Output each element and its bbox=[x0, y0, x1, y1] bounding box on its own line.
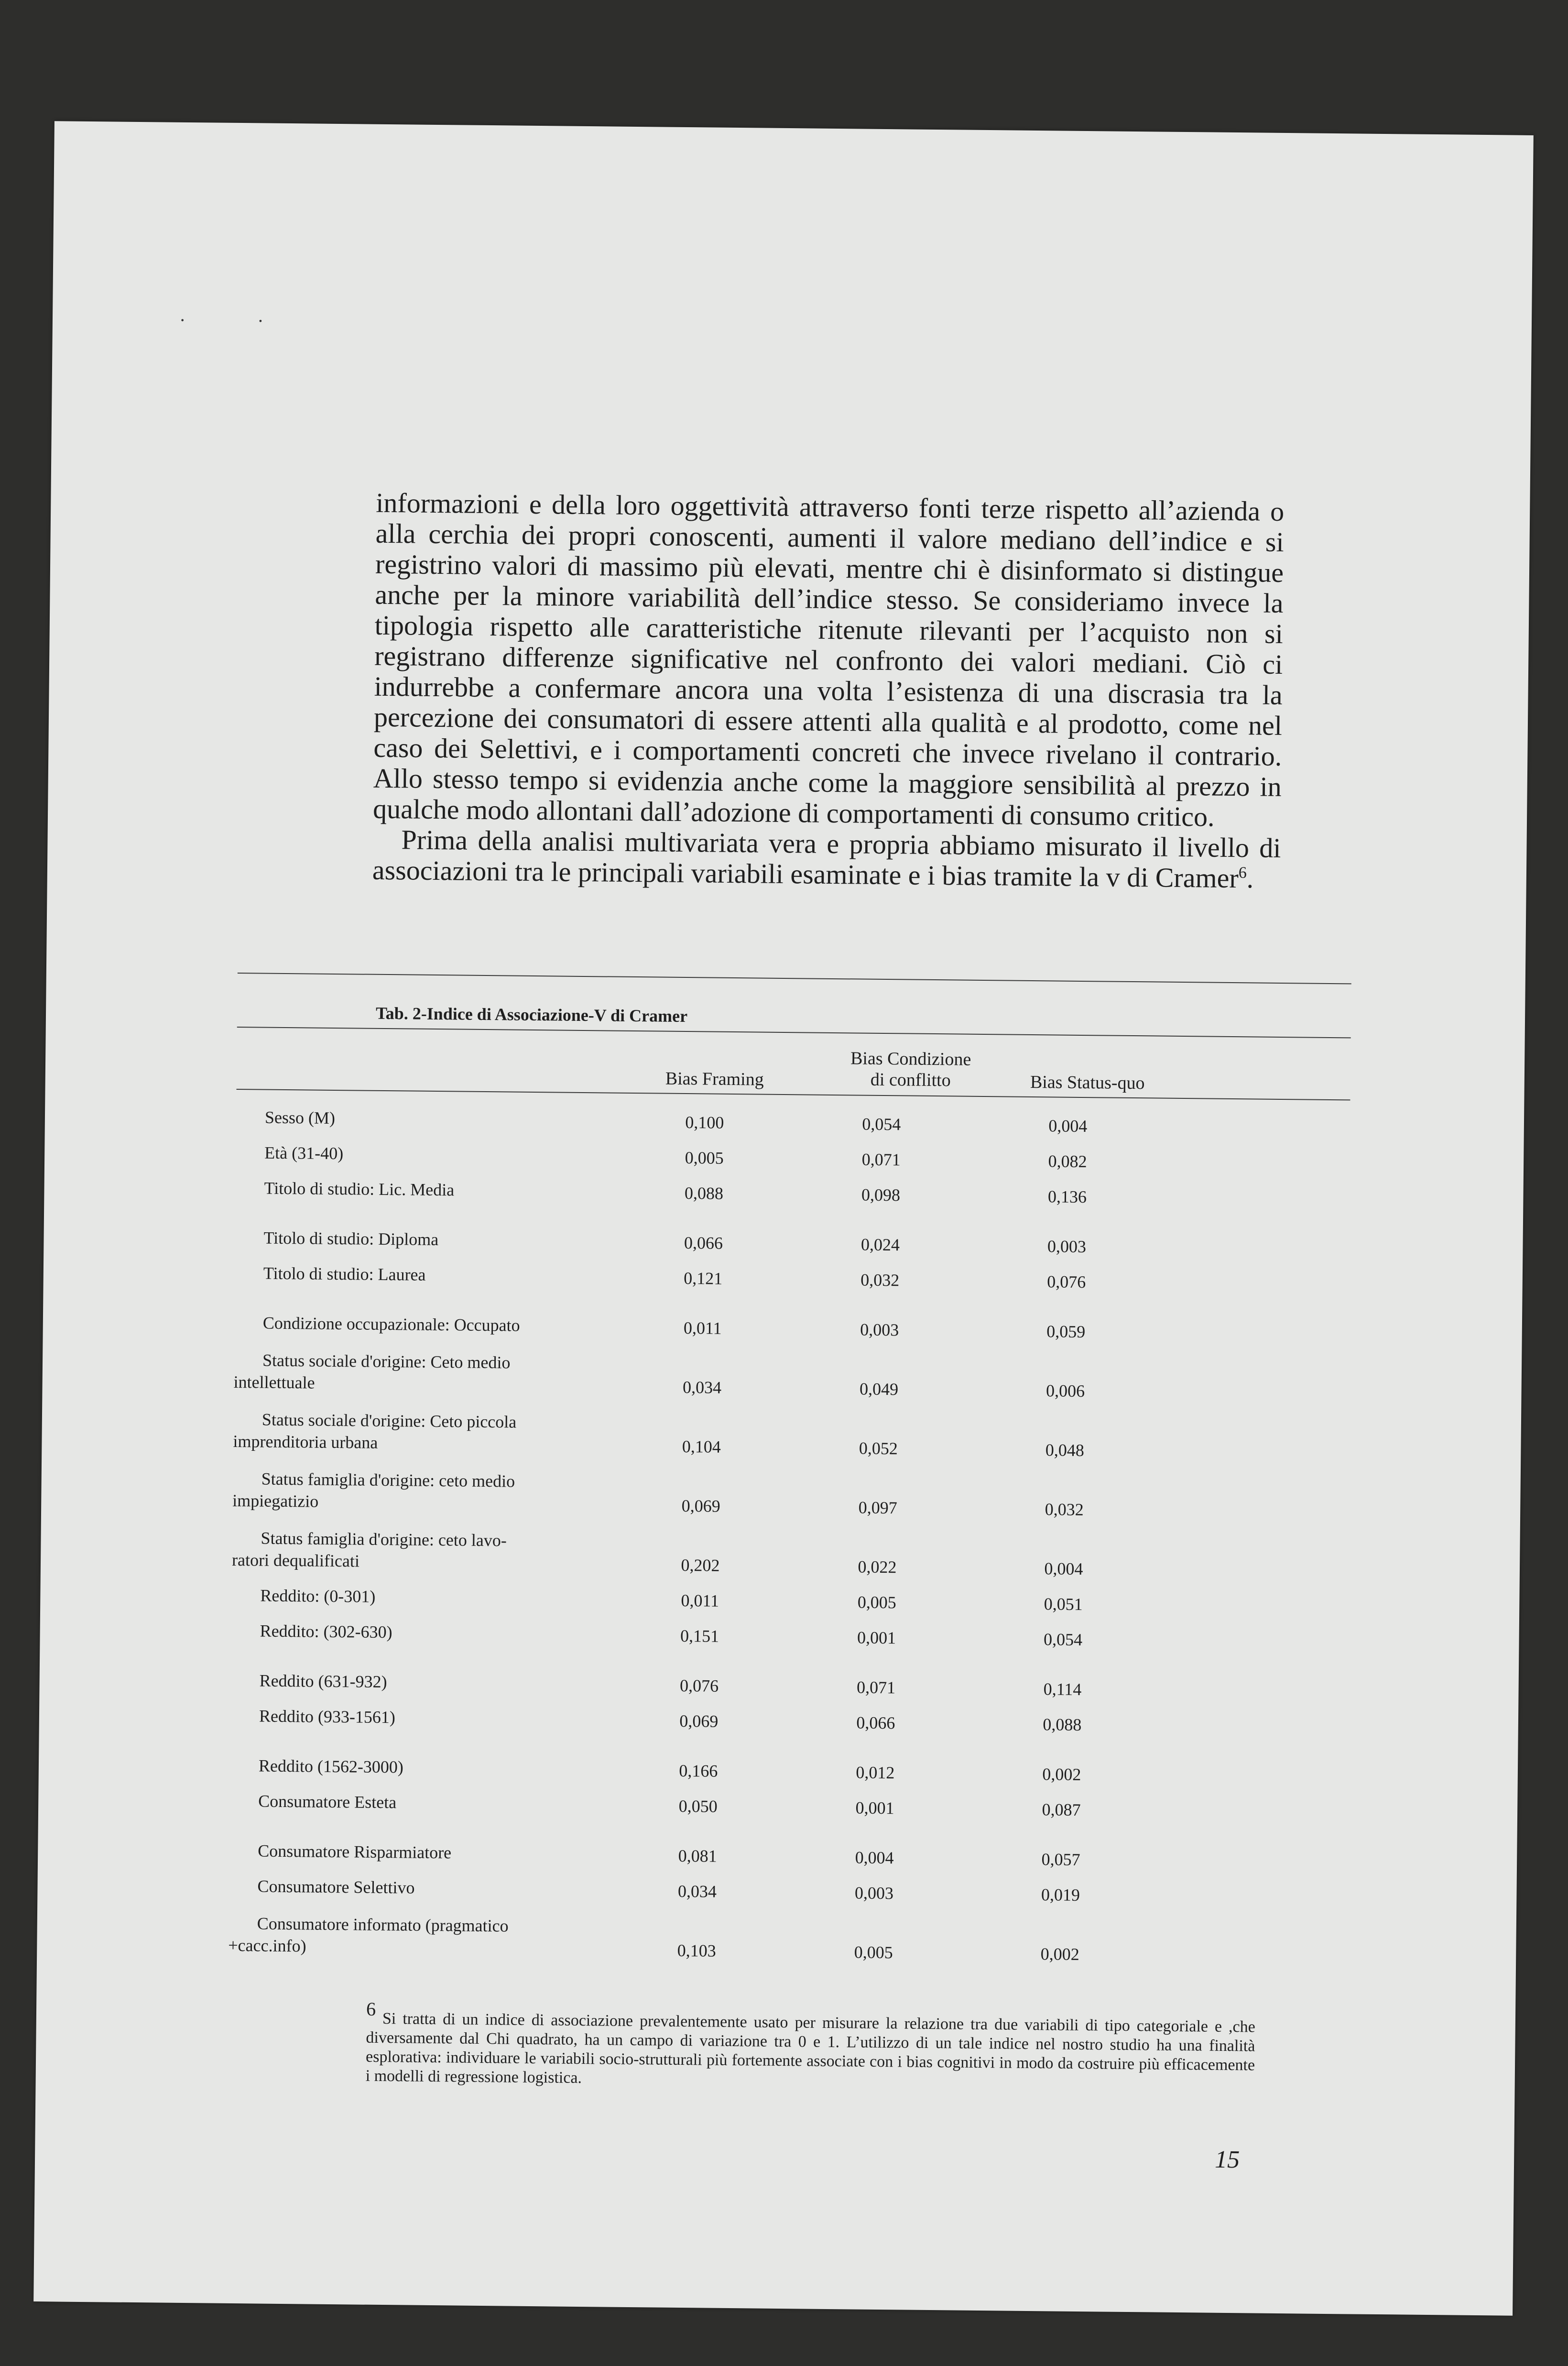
paragraph-2-end: . bbox=[1246, 863, 1254, 894]
row-label: Reddito: (302-630) bbox=[260, 1621, 392, 1642]
cell-condizione: 0,005 bbox=[854, 1942, 893, 1962]
cell-status-quo: 0,057 bbox=[1041, 1850, 1080, 1870]
cell-condizione: 0,097 bbox=[858, 1498, 897, 1518]
body-text bbox=[372, 488, 1285, 894]
table-top-rule bbox=[237, 1027, 1351, 1038]
footnote-ref: 6 bbox=[1238, 864, 1247, 882]
cell-condizione: 0,003 bbox=[854, 1883, 894, 1903]
cell-condizione: 0,052 bbox=[859, 1438, 898, 1458]
cell-condizione: 0,003 bbox=[860, 1320, 899, 1340]
cell-status-quo: 0,051 bbox=[1044, 1594, 1083, 1614]
row-label: Condizione occupazionale: Occupato bbox=[262, 1313, 520, 1335]
row-label bbox=[232, 1468, 596, 1515]
cell-status-quo: 0,048 bbox=[1045, 1440, 1085, 1460]
table-body bbox=[228, 1098, 1312, 1972]
cell-status-quo: 0,002 bbox=[1040, 1944, 1079, 1964]
paragraph-1: informazioni e della loro oggettività attraverso fonti terze rispetto all’azienda o alla cerchia dei propri conoscenti, aumenti il valore mediano dell’indice e si registrino valori di massimo più elevati, mentre chi è disinformato si distingue anche per la minore variabilità dell’indice stesso. Se consideriamo invece la tipologia rispetto alle caratteristiche ritenute rilevanti per l’acquisto non si registrano differenze significative nel confronto dei valori mediani. Ciò ci indurrebbe a confermare ancora una volta l’esistenza di una discrasia tra la percezione dei consumatori di essere attenti alla qualità e al prodotto, come nel caso dei Selettivi, e i comportamenti concreti che invece rivelano il contrario. Allo stesso tempo si evidenzia anche come la maggiore sensibilità al prezzo in qualche modo allontani dall’adozione di comportamenti di consumo critico. bbox=[372, 487, 1285, 832]
cell-condizione: 0,032 bbox=[860, 1270, 900, 1290]
cell-status-quo: 0,019 bbox=[1041, 1885, 1080, 1905]
cell-framing: 0,081 bbox=[678, 1846, 717, 1866]
page-number: 15 bbox=[1214, 2146, 1240, 2174]
cell-framing: 0,066 bbox=[684, 1233, 723, 1253]
footnote-text: Si tratta di un indice di associazione prevalentemente usato per misurare la relazione tra due variabili di tipo categoriale e ,che diversamente dal Chi quadrato, ha un campo di variazione tra 0 e 1. L’utilizzo di un tale indice nel nostro studio ha una finalità esplorativa: individuare le variabili socio-strutturali più fortemente associate con i bias cognitivi in modo da costruire più efficacemente i modelli di regressione logistica. bbox=[365, 2010, 1255, 2087]
col-header-condizione-line2: di conflitto bbox=[870, 1069, 951, 1091]
cell-status-quo: 0,032 bbox=[1045, 1500, 1084, 1520]
cell-framing: 0,050 bbox=[678, 1796, 718, 1816]
cell-status-quo: 0,006 bbox=[1045, 1381, 1085, 1401]
cell-framing: 0,076 bbox=[679, 1676, 719, 1696]
row-label bbox=[233, 1349, 597, 1396]
footnote-number: 6 bbox=[366, 1998, 376, 2020]
cell-status-quo: 0,004 bbox=[1048, 1116, 1088, 1136]
row-label-line2: ratori dequalificati bbox=[231, 1550, 360, 1571]
table-row bbox=[232, 1458, 1308, 1528]
cell-condizione: 0,001 bbox=[857, 1628, 896, 1648]
cell-framing: 0,088 bbox=[684, 1183, 724, 1203]
text-divider bbox=[238, 973, 1351, 984]
cell-framing: 0,103 bbox=[677, 1940, 716, 1961]
cell-condizione: 0,005 bbox=[857, 1592, 896, 1612]
row-label: Età (31-40) bbox=[264, 1143, 344, 1163]
cell-framing: 0,011 bbox=[681, 1590, 719, 1610]
row-label: Titolo di studio: Diploma bbox=[263, 1228, 439, 1249]
cell-framing: 0,104 bbox=[682, 1436, 721, 1457]
scan-specks: · · bbox=[179, 309, 297, 332]
row-label-line2: +cacc.info) bbox=[228, 1935, 306, 1956]
row-label-line1: Status famiglia d'origine: ceto lavo- bbox=[261, 1528, 507, 1550]
row-label bbox=[232, 1527, 596, 1574]
row-label: Consumatore Selettivo bbox=[257, 1876, 415, 1897]
cell-framing: 0,034 bbox=[677, 1881, 717, 1901]
cell-framing: 0,166 bbox=[679, 1761, 718, 1781]
col-header-condizione bbox=[810, 1048, 1012, 1092]
cell-status-quo: 0,088 bbox=[1043, 1715, 1082, 1735]
row-label: Consumatore Esteta bbox=[258, 1791, 397, 1812]
row-label: Consumatore Risparmiatore bbox=[258, 1841, 452, 1862]
cell-condizione: 0,054 bbox=[862, 1114, 901, 1134]
row-label: Reddito (1562-3000) bbox=[258, 1756, 404, 1777]
paragraph-2 bbox=[372, 824, 1281, 894]
cell-status-quo: 0,087 bbox=[1042, 1800, 1081, 1820]
cell-framing: 0,069 bbox=[679, 1711, 719, 1731]
row-label-line2: imprenditoria urbana bbox=[233, 1431, 378, 1452]
table-row bbox=[233, 1339, 1309, 1409]
col-header-condizione-line1: Bias Condizione bbox=[850, 1048, 971, 1070]
cell-condizione: 0,024 bbox=[860, 1235, 900, 1255]
cell-condizione: 0,071 bbox=[856, 1677, 896, 1698]
cell-status-quo: 0,054 bbox=[1043, 1630, 1083, 1650]
cell-condizione: 0,012 bbox=[856, 1763, 895, 1783]
cell-condizione: 0,066 bbox=[856, 1713, 895, 1733]
footnote bbox=[365, 1998, 1255, 2094]
table-row bbox=[228, 1903, 1304, 1972]
cell-condizione: 0,071 bbox=[861, 1150, 901, 1170]
cell-status-quo: 0,002 bbox=[1042, 1764, 1081, 1785]
cell-framing: 0,121 bbox=[684, 1269, 723, 1288]
row-label bbox=[228, 1912, 592, 1960]
row-label bbox=[233, 1408, 597, 1456]
cell-status-quo: 0,003 bbox=[1047, 1237, 1087, 1257]
table-title: Tab. 2-Indice di Associazione-V di Cramer bbox=[375, 1003, 688, 1026]
cell-condizione: 0,022 bbox=[858, 1557, 897, 1577]
row-label: Sesso (M) bbox=[264, 1107, 336, 1128]
cell-condizione: 0,001 bbox=[855, 1798, 894, 1818]
cell-framing: 0,202 bbox=[681, 1555, 720, 1575]
paragraph-2-text: Prima della analisi multivariata vera e propria abbiamo misurato il livello di associazioni tra le principali variabili esaminate e i bias tramite la v di Cramer bbox=[372, 824, 1281, 894]
row-label: Reddito: (0-301) bbox=[260, 1586, 376, 1606]
cell-condizione: 0,098 bbox=[861, 1185, 901, 1205]
cell-status-quo: 0,059 bbox=[1046, 1322, 1086, 1342]
col-header-status-quo: Bias Status-quo bbox=[1030, 1072, 1145, 1094]
cell-condizione: 0,004 bbox=[855, 1848, 894, 1868]
cell-status-quo: 0,004 bbox=[1044, 1559, 1083, 1579]
col-header-framing: Bias Framing bbox=[665, 1068, 764, 1090]
cell-framing: 0,069 bbox=[681, 1496, 720, 1516]
row-label-line1: Status sociale d'origine: Ceto medio bbox=[262, 1350, 511, 1372]
row-label: Reddito (933-1561) bbox=[259, 1706, 396, 1727]
table-header-rule bbox=[237, 1089, 1350, 1100]
cell-condizione: 0,049 bbox=[859, 1379, 899, 1399]
cell-framing: 0,100 bbox=[685, 1113, 724, 1132]
table-row bbox=[233, 1399, 1309, 1468]
cell-status-quo: 0,136 bbox=[1047, 1187, 1087, 1207]
cell-status-quo: 0,082 bbox=[1048, 1151, 1087, 1172]
cell-status-quo: 0,076 bbox=[1047, 1272, 1086, 1292]
row-label-line1: Status famiglia d'origine: ceto medio bbox=[261, 1469, 515, 1491]
cell-framing: 0,011 bbox=[683, 1318, 722, 1338]
cell-framing: 0,151 bbox=[680, 1626, 719, 1646]
row-label-line1: Status sociale d'origine: Ceto piccola bbox=[261, 1410, 517, 1432]
row-label-line2: impiegatizio bbox=[232, 1490, 319, 1511]
row-label-line1: Consumatore informato (pragmatico bbox=[257, 1914, 509, 1936]
table-row bbox=[232, 1517, 1308, 1587]
document-page bbox=[33, 121, 1534, 2315]
row-label: Reddito (631-932) bbox=[259, 1671, 387, 1692]
row-label-line2: intellettuale bbox=[233, 1372, 315, 1392]
row-label: Titolo di studio: Lic. Media bbox=[264, 1178, 455, 1200]
row-label: Titolo di studio: Laurea bbox=[263, 1263, 426, 1284]
cell-framing: 0,034 bbox=[682, 1377, 722, 1397]
cell-framing: 0,005 bbox=[685, 1148, 724, 1168]
cell-status-quo: 0,114 bbox=[1043, 1679, 1082, 1699]
